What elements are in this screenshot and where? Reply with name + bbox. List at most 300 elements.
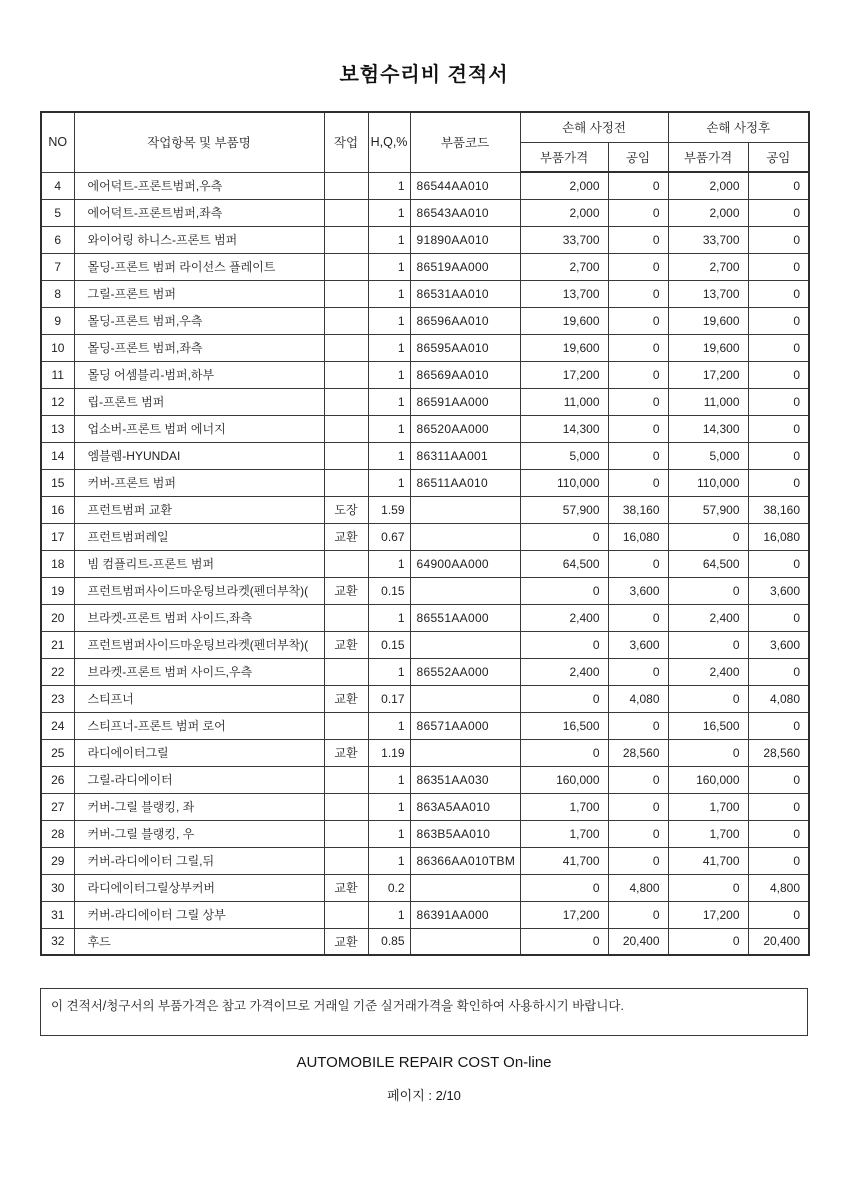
cell-work-type bbox=[324, 469, 368, 496]
cell-after-labor: 0 bbox=[748, 820, 809, 847]
cell-hq-value: 1.19 bbox=[368, 739, 410, 766]
cell-no: 4 bbox=[41, 172, 74, 199]
cell-hq-value: 1 bbox=[368, 334, 410, 361]
cell-item-name: 프런트범퍼레일 bbox=[74, 523, 324, 550]
cell-before-labor: 0 bbox=[608, 334, 668, 361]
cell-part-code: 86391AA000 bbox=[410, 901, 520, 928]
cell-work-type: 교환 bbox=[324, 928, 368, 955]
cell-before-labor: 0 bbox=[608, 388, 668, 415]
table-row bbox=[41, 226, 809, 253]
cell-item-name: 몰딩-프론트 범퍼 라이선스 플레이트 bbox=[74, 253, 324, 280]
cell-after-labor: 4,080 bbox=[748, 685, 809, 712]
cell-item-name: 프런트범퍼사이드마운팅브라켓(펜더부착)( bbox=[74, 631, 324, 658]
table-row bbox=[41, 928, 809, 955]
cell-after-part-price: 0 bbox=[668, 928, 748, 955]
cell-before-part-price: 17,200 bbox=[520, 361, 608, 388]
cell-after-part-price: 41,700 bbox=[668, 847, 748, 874]
cell-before-part-price: 1,700 bbox=[520, 820, 608, 847]
cell-work-type: 교환 bbox=[324, 631, 368, 658]
cell-after-part-price: 1,700 bbox=[668, 793, 748, 820]
cell-after-labor: 0 bbox=[748, 334, 809, 361]
table-row bbox=[41, 469, 809, 496]
cell-work-type: 교환 bbox=[324, 523, 368, 550]
cell-work-type bbox=[324, 442, 368, 469]
cell-before-part-price: 64,500 bbox=[520, 550, 608, 577]
cell-item-name: 브라켓-프론트 범퍼 사이드,좌측 bbox=[74, 604, 324, 631]
cell-before-part-price: 1,700 bbox=[520, 793, 608, 820]
cell-hq-value: 1 bbox=[368, 766, 410, 793]
cell-part-code: 86571AA000 bbox=[410, 712, 520, 739]
cell-before-part-price: 2,400 bbox=[520, 604, 608, 631]
cell-item-name: 스티프너 bbox=[74, 685, 324, 712]
cell-part-code bbox=[410, 739, 520, 766]
notice-box bbox=[40, 988, 808, 1036]
cell-no: 17 bbox=[41, 523, 74, 550]
cell-item-name: 몰딩 어셈블리-범퍼,하부 bbox=[74, 361, 324, 388]
cell-after-part-price: 19,600 bbox=[668, 307, 748, 334]
header-before-group: 손해 사정전 bbox=[520, 112, 668, 142]
cell-before-labor: 0 bbox=[608, 307, 668, 334]
cell-no: 7 bbox=[41, 253, 74, 280]
cell-no: 27 bbox=[41, 793, 74, 820]
cell-hq-value: 1 bbox=[368, 658, 410, 685]
cell-after-part-price: 11,000 bbox=[668, 388, 748, 415]
table-row bbox=[41, 658, 809, 685]
cell-item-name: 프런트범퍼 교환 bbox=[74, 496, 324, 523]
cell-no: 20 bbox=[41, 604, 74, 631]
cell-work-type bbox=[324, 253, 368, 280]
cell-hq-value: 1 bbox=[368, 172, 410, 199]
cell-before-labor: 0 bbox=[608, 415, 668, 442]
cell-after-labor: 38,160 bbox=[748, 496, 809, 523]
cell-item-name: 후드 bbox=[74, 928, 324, 955]
cell-after-part-price: 0 bbox=[668, 631, 748, 658]
cell-before-part-price: 160,000 bbox=[520, 766, 608, 793]
cell-after-labor: 0 bbox=[748, 172, 809, 199]
table-row bbox=[41, 766, 809, 793]
cell-item-name: 커버-라디에이터 그릴,뒤 bbox=[74, 847, 324, 874]
cell-before-labor: 3,600 bbox=[608, 577, 668, 604]
cell-item-name: 라디에이터그릴 bbox=[74, 739, 324, 766]
cell-after-part-price: 5,000 bbox=[668, 442, 748, 469]
cell-no: 29 bbox=[41, 847, 74, 874]
cell-before-part-price: 2,400 bbox=[520, 658, 608, 685]
cell-no: 19 bbox=[41, 577, 74, 604]
cell-after-part-price: 2,400 bbox=[668, 604, 748, 631]
cell-item-name: 그릴-라디에이터 bbox=[74, 766, 324, 793]
cell-no: 11 bbox=[41, 361, 74, 388]
cell-before-labor: 0 bbox=[608, 361, 668, 388]
cell-before-part-price: 16,500 bbox=[520, 712, 608, 739]
notice-text: 이 견적서/청구서의 부품가격은 참고 가격이므로 거래일 기준 실거래가격을 확인하여 사용하시기 바랍니다. bbox=[51, 999, 624, 1013]
cell-hq-value: 1 bbox=[368, 793, 410, 820]
cell-hq-value: 1 bbox=[368, 847, 410, 874]
cell-hq-value: 1 bbox=[368, 253, 410, 280]
cell-after-labor: 0 bbox=[748, 442, 809, 469]
cell-part-code bbox=[410, 631, 520, 658]
table-body bbox=[41, 172, 809, 955]
cell-no: 12 bbox=[41, 388, 74, 415]
cell-part-code: 86531AA010 bbox=[410, 280, 520, 307]
cell-part-code: 86519AA000 bbox=[410, 253, 520, 280]
table-row bbox=[41, 901, 809, 928]
cell-after-part-price: 14,300 bbox=[668, 415, 748, 442]
cell-hq-value: 1 bbox=[368, 199, 410, 226]
table-row bbox=[41, 820, 809, 847]
cell-before-labor: 0 bbox=[608, 712, 668, 739]
table-row bbox=[41, 415, 809, 442]
cell-no: 28 bbox=[41, 820, 74, 847]
header-part-code: 부품코드 bbox=[410, 112, 520, 172]
cell-no: 22 bbox=[41, 658, 74, 685]
cell-after-labor: 28,560 bbox=[748, 739, 809, 766]
cell-item-name: 브라켓-프론트 범퍼 사이드,우측 bbox=[74, 658, 324, 685]
cell-work-type: 도장 bbox=[324, 496, 368, 523]
cell-before-part-price: 110,000 bbox=[520, 469, 608, 496]
header-work: 작업 bbox=[324, 112, 368, 172]
cell-after-labor: 20,400 bbox=[748, 928, 809, 955]
table-row bbox=[41, 496, 809, 523]
cell-after-part-price: 110,000 bbox=[668, 469, 748, 496]
table-row bbox=[41, 577, 809, 604]
cell-part-code bbox=[410, 577, 520, 604]
cell-hq-value: 1 bbox=[368, 307, 410, 334]
cell-before-labor: 20,400 bbox=[608, 928, 668, 955]
cell-item-name: 에어덕트-프론트범퍼,우측 bbox=[74, 172, 324, 199]
cell-before-part-price: 17,200 bbox=[520, 901, 608, 928]
cell-before-labor: 28,560 bbox=[608, 739, 668, 766]
table-row bbox=[41, 334, 809, 361]
table-row bbox=[41, 388, 809, 415]
cell-after-part-price: 160,000 bbox=[668, 766, 748, 793]
cell-before-labor: 0 bbox=[608, 766, 668, 793]
cell-part-code: 86311AA001 bbox=[410, 442, 520, 469]
cell-before-part-price: 0 bbox=[520, 874, 608, 901]
cell-after-part-price: 0 bbox=[668, 739, 748, 766]
cell-work-type bbox=[324, 199, 368, 226]
table-row bbox=[41, 361, 809, 388]
cell-after-labor: 3,600 bbox=[748, 631, 809, 658]
cell-before-part-price: 11,000 bbox=[520, 388, 608, 415]
cell-before-part-price: 19,600 bbox=[520, 334, 608, 361]
cell-no: 31 bbox=[41, 901, 74, 928]
cell-no: 18 bbox=[41, 550, 74, 577]
cell-after-labor: 0 bbox=[748, 307, 809, 334]
table-row bbox=[41, 685, 809, 712]
cell-work-type: 교환 bbox=[324, 685, 368, 712]
cell-no: 25 bbox=[41, 739, 74, 766]
table-row bbox=[41, 172, 809, 199]
cell-before-part-price: 2,000 bbox=[520, 172, 608, 199]
cell-no: 21 bbox=[41, 631, 74, 658]
cell-before-part-price: 33,700 bbox=[520, 226, 608, 253]
cell-after-part-price: 19,600 bbox=[668, 334, 748, 361]
cell-work-type: 교환 bbox=[324, 874, 368, 901]
cell-after-part-price: 2,000 bbox=[668, 172, 748, 199]
cell-after-labor: 0 bbox=[748, 226, 809, 253]
cell-work-type bbox=[324, 361, 368, 388]
cell-before-labor: 3,600 bbox=[608, 631, 668, 658]
cell-work-type bbox=[324, 415, 368, 442]
cell-before-labor: 0 bbox=[608, 793, 668, 820]
cell-part-code: 64900AA000 bbox=[410, 550, 520, 577]
cell-after-labor: 0 bbox=[748, 361, 809, 388]
cell-after-part-price: 2,000 bbox=[668, 199, 748, 226]
cell-work-type bbox=[324, 847, 368, 874]
repair-estimate-table bbox=[40, 111, 810, 956]
cell-item-name: 와이어링 하니스-프론트 범퍼 bbox=[74, 226, 324, 253]
cell-no: 8 bbox=[41, 280, 74, 307]
cell-after-labor: 0 bbox=[748, 415, 809, 442]
cell-work-type bbox=[324, 280, 368, 307]
cell-before-part-price: 0 bbox=[520, 739, 608, 766]
cell-after-labor: 0 bbox=[748, 604, 809, 631]
cell-no: 10 bbox=[41, 334, 74, 361]
cell-hq-value: 0.2 bbox=[368, 874, 410, 901]
cell-part-code: 86366AA010TBM bbox=[410, 847, 520, 874]
cell-after-labor: 0 bbox=[748, 253, 809, 280]
table-row bbox=[41, 550, 809, 577]
cell-after-labor: 16,080 bbox=[748, 523, 809, 550]
header-item: 작업항목 및 부품명 bbox=[74, 112, 324, 172]
cell-before-part-price: 14,300 bbox=[520, 415, 608, 442]
cell-work-type bbox=[324, 901, 368, 928]
cell-part-code: 86595AA010 bbox=[410, 334, 520, 361]
cell-part-code: 863B5AA010 bbox=[410, 820, 520, 847]
table-row bbox=[41, 280, 809, 307]
cell-item-name: 그릴-프론트 범퍼 bbox=[74, 280, 324, 307]
cell-after-part-price: 1,700 bbox=[668, 820, 748, 847]
cell-after-labor: 0 bbox=[748, 550, 809, 577]
cell-hq-value: 1 bbox=[368, 280, 410, 307]
cell-before-labor: 0 bbox=[608, 820, 668, 847]
cell-part-code: 863A5AA010 bbox=[410, 793, 520, 820]
table-row bbox=[41, 442, 809, 469]
cell-hq-value: 0.15 bbox=[368, 631, 410, 658]
cell-part-code: 91890AA010 bbox=[410, 226, 520, 253]
cell-part-code: 86551AA000 bbox=[410, 604, 520, 631]
cell-after-labor: 0 bbox=[748, 658, 809, 685]
cell-no: 15 bbox=[41, 469, 74, 496]
cell-no: 32 bbox=[41, 928, 74, 955]
table-row bbox=[41, 604, 809, 631]
cell-work-type bbox=[324, 658, 368, 685]
cell-after-part-price: 57,900 bbox=[668, 496, 748, 523]
header-before-labor: 공임 bbox=[608, 142, 668, 172]
cell-work-type: 교환 bbox=[324, 739, 368, 766]
cell-before-part-price: 0 bbox=[520, 685, 608, 712]
cell-after-part-price: 2,700 bbox=[668, 253, 748, 280]
cell-item-name: 에어덕트-프론트범퍼,좌측 bbox=[74, 199, 324, 226]
cell-before-part-price: 2,000 bbox=[520, 199, 608, 226]
cell-work-type bbox=[324, 550, 368, 577]
cell-item-name: 라디에이터그릴상부커버 bbox=[74, 874, 324, 901]
header-hq: H,Q,% bbox=[368, 112, 410, 172]
cell-hq-value: 1 bbox=[368, 415, 410, 442]
cell-after-labor: 4,800 bbox=[748, 874, 809, 901]
cell-item-name: 업소버-프론트 범퍼 에너지 bbox=[74, 415, 324, 442]
header-after-group: 손해 사정후 bbox=[668, 112, 809, 142]
cell-before-labor: 0 bbox=[608, 658, 668, 685]
cell-part-code: 86511AA010 bbox=[410, 469, 520, 496]
table-row bbox=[41, 307, 809, 334]
cell-item-name: 커버-그릴 블랭킹, 우 bbox=[74, 820, 324, 847]
cell-part-code: 86520AA000 bbox=[410, 415, 520, 442]
header-no: NO bbox=[41, 112, 74, 172]
table-row bbox=[41, 739, 809, 766]
footer-page-number: 페이지 : 2/10 bbox=[387, 1088, 461, 1103]
table-row bbox=[41, 199, 809, 226]
cell-before-part-price: 5,000 bbox=[520, 442, 608, 469]
cell-before-labor: 0 bbox=[608, 550, 668, 577]
cell-before-labor: 0 bbox=[608, 469, 668, 496]
cell-no: 9 bbox=[41, 307, 74, 334]
cell-work-type bbox=[324, 766, 368, 793]
cell-work-type bbox=[324, 334, 368, 361]
cell-before-labor: 4,080 bbox=[608, 685, 668, 712]
cell-before-part-price: 41,700 bbox=[520, 847, 608, 874]
cell-before-labor: 4,800 bbox=[608, 874, 668, 901]
cell-before-labor: 0 bbox=[608, 901, 668, 928]
table-row bbox=[41, 253, 809, 280]
cell-work-type bbox=[324, 388, 368, 415]
cell-before-part-price: 0 bbox=[520, 928, 608, 955]
cell-after-labor: 0 bbox=[748, 712, 809, 739]
cell-part-code: 86543AA010 bbox=[410, 199, 520, 226]
cell-after-labor: 0 bbox=[748, 280, 809, 307]
cell-before-labor: 0 bbox=[608, 172, 668, 199]
cell-hq-value: 1 bbox=[368, 604, 410, 631]
table-row bbox=[41, 793, 809, 820]
cell-part-code: 86544AA010 bbox=[410, 172, 520, 199]
cell-before-part-price: 19,600 bbox=[520, 307, 608, 334]
cell-hq-value: 1 bbox=[368, 712, 410, 739]
header-after-labor: 공임 bbox=[748, 142, 809, 172]
table-row bbox=[41, 631, 809, 658]
cell-before-part-price: 0 bbox=[520, 577, 608, 604]
cell-item-name: 커버-그릴 블랭킹, 좌 bbox=[74, 793, 324, 820]
cell-no: 13 bbox=[41, 415, 74, 442]
table-row bbox=[41, 874, 809, 901]
cell-hq-value: 1 bbox=[368, 361, 410, 388]
cell-no: 5 bbox=[41, 199, 74, 226]
cell-before-labor: 0 bbox=[608, 442, 668, 469]
cell-no: 6 bbox=[41, 226, 74, 253]
cell-after-labor: 0 bbox=[748, 901, 809, 928]
cell-after-part-price: 17,200 bbox=[668, 901, 748, 928]
cell-after-part-price: 0 bbox=[668, 685, 748, 712]
cell-before-part-price: 13,700 bbox=[520, 280, 608, 307]
table-row bbox=[41, 712, 809, 739]
cell-part-code: 86596AA010 bbox=[410, 307, 520, 334]
cell-after-labor: 0 bbox=[748, 199, 809, 226]
cell-before-labor: 0 bbox=[608, 604, 668, 631]
cell-part-code bbox=[410, 523, 520, 550]
cell-no: 24 bbox=[41, 712, 74, 739]
cell-before-part-price: 0 bbox=[520, 523, 608, 550]
cell-item-name: 몰딩-프론트 범퍼,우측 bbox=[74, 307, 324, 334]
cell-before-part-price: 2,700 bbox=[520, 253, 608, 280]
cell-part-code: 86569AA010 bbox=[410, 361, 520, 388]
cell-part-code: 86351AA030 bbox=[410, 766, 520, 793]
cell-after-part-price: 17,200 bbox=[668, 361, 748, 388]
page-title: 보험수리비 견적서 bbox=[339, 64, 509, 86]
cell-item-name: 스티프너-프론트 범퍼 로어 bbox=[74, 712, 324, 739]
cell-item-name: 빔 컴플리트-프론트 범퍼 bbox=[74, 550, 324, 577]
cell-part-code: 86552AA000 bbox=[410, 658, 520, 685]
cell-after-part-price: 13,700 bbox=[668, 280, 748, 307]
cell-item-name: 몰딩-프론트 범퍼,좌측 bbox=[74, 334, 324, 361]
cell-item-name: 립-프론트 범퍼 bbox=[74, 388, 324, 415]
cell-part-code bbox=[410, 685, 520, 712]
cell-hq-value: 1 bbox=[368, 901, 410, 928]
cell-after-part-price: 2,400 bbox=[668, 658, 748, 685]
cell-work-type bbox=[324, 820, 368, 847]
cell-after-labor: 0 bbox=[748, 469, 809, 496]
cell-before-labor: 16,080 bbox=[608, 523, 668, 550]
cell-hq-value: 0.17 bbox=[368, 685, 410, 712]
cell-hq-value: 1 bbox=[368, 469, 410, 496]
cell-before-labor: 0 bbox=[608, 253, 668, 280]
cell-after-part-price: 33,700 bbox=[668, 226, 748, 253]
cell-item-name: 커버-프론트 범퍼 bbox=[74, 469, 324, 496]
cell-before-labor: 38,160 bbox=[608, 496, 668, 523]
cell-after-labor: 0 bbox=[748, 766, 809, 793]
cell-work-type bbox=[324, 226, 368, 253]
cell-work-type bbox=[324, 604, 368, 631]
cell-hq-value: 1 bbox=[368, 442, 410, 469]
cell-work-type: 교환 bbox=[324, 577, 368, 604]
cell-after-labor: 0 bbox=[748, 793, 809, 820]
cell-part-code bbox=[410, 496, 520, 523]
cell-work-type bbox=[324, 793, 368, 820]
cell-no: 23 bbox=[41, 685, 74, 712]
cell-hq-value: 1 bbox=[368, 550, 410, 577]
cell-item-name: 프런트범퍼사이드마운팅브라켓(펜더부착)( bbox=[74, 577, 324, 604]
table-row bbox=[41, 847, 809, 874]
footer-service-name: AUTOMOBILE REPAIR COST On-line bbox=[296, 1054, 552, 1071]
cell-hq-value: 0.15 bbox=[368, 577, 410, 604]
cell-hq-value: 0.67 bbox=[368, 523, 410, 550]
header-before-part-price: 부품가격 bbox=[520, 142, 608, 172]
cell-after-part-price: 0 bbox=[668, 577, 748, 604]
cell-hq-value: 0.85 bbox=[368, 928, 410, 955]
cell-before-part-price: 0 bbox=[520, 631, 608, 658]
cell-item-name: 커버-라디에이터 그릴 상부 bbox=[74, 901, 324, 928]
cell-before-part-price: 57,900 bbox=[520, 496, 608, 523]
cell-no: 16 bbox=[41, 496, 74, 523]
cell-after-part-price: 0 bbox=[668, 874, 748, 901]
header-after-part-price: 부품가격 bbox=[668, 142, 748, 172]
cell-after-labor: 0 bbox=[748, 847, 809, 874]
cell-after-part-price: 16,500 bbox=[668, 712, 748, 739]
cell-work-type bbox=[324, 172, 368, 199]
cell-hq-value: 1 bbox=[368, 388, 410, 415]
cell-item-name: 엠블렘-HYUNDAI bbox=[74, 442, 324, 469]
cell-hq-value: 1 bbox=[368, 820, 410, 847]
cell-after-part-price: 64,500 bbox=[668, 550, 748, 577]
cell-no: 14 bbox=[41, 442, 74, 469]
cell-no: 30 bbox=[41, 874, 74, 901]
cell-part-code: 86591AA000 bbox=[410, 388, 520, 415]
cell-before-labor: 0 bbox=[608, 199, 668, 226]
cell-work-type bbox=[324, 712, 368, 739]
cell-before-labor: 0 bbox=[608, 280, 668, 307]
cell-no: 26 bbox=[41, 766, 74, 793]
cell-after-labor: 0 bbox=[748, 388, 809, 415]
cell-work-type bbox=[324, 307, 368, 334]
cell-hq-value: 1.59 bbox=[368, 496, 410, 523]
